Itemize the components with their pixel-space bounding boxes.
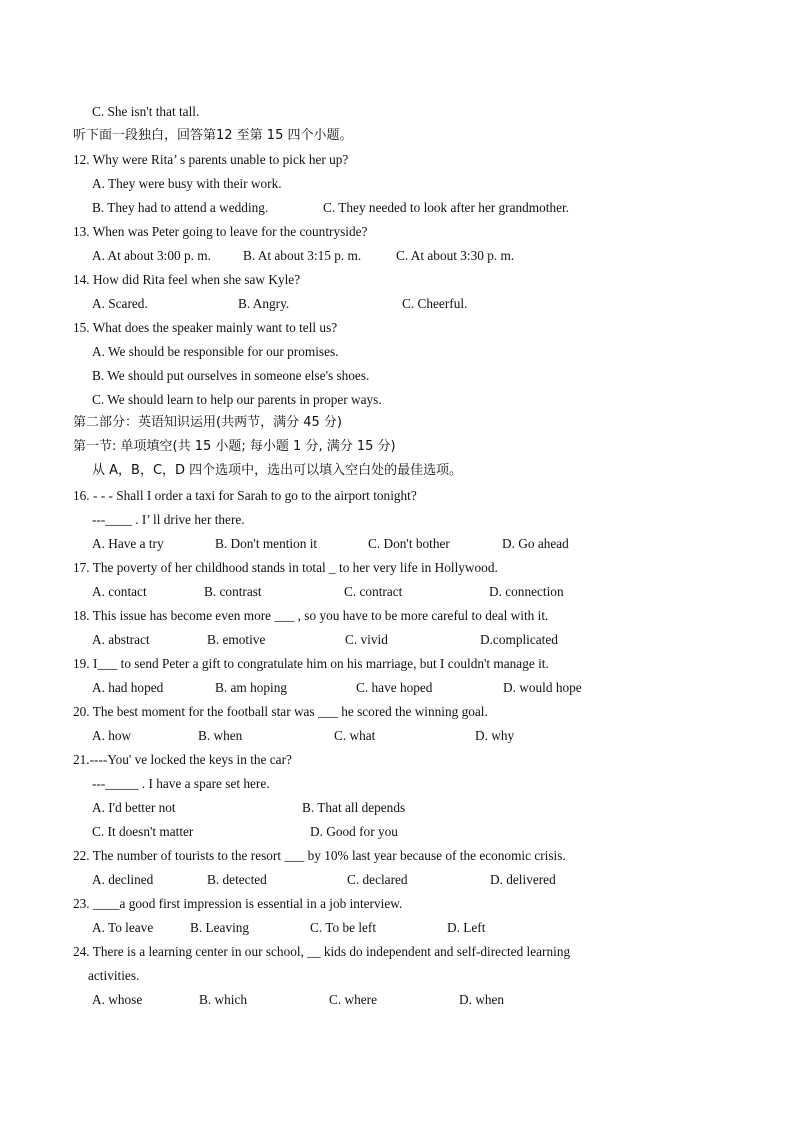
option-13a: A. At about 3:00 p. m. (92, 248, 211, 263)
section-instruction: 听下面一段独白，回答第12 至第 15 四个小题。 (73, 128, 353, 143)
part-two-heading: 第二部分：英语知识运用(共两节，满分 45 分) (73, 415, 342, 430)
question-17: 17. The poverty of her childhood stands in total _ to her very life in Hollywood. (73, 560, 498, 575)
option-22d: D. delivered (490, 872, 556, 887)
option-23a: A. To leave (92, 920, 154, 935)
option-17c: C. contract (344, 584, 403, 599)
question-12: 12. Why were Rita’ s parents unable to pick her up? (73, 152, 349, 167)
option-19c: C. have hoped (356, 680, 433, 695)
option-16b: B. Don't mention it (215, 536, 318, 551)
question-24-continued: activities. (88, 968, 140, 983)
section-one-instruction: 从 A，B，C，D 四个选项中，选出可以填入空白处的最佳选项。 (92, 463, 463, 478)
option-15b: B. We should put ourselves in someone else's shoes. (92, 368, 370, 383)
question-24: 24. There is a learning center in our school, __ kids do independent and self-directed learning (73, 944, 571, 959)
option-23c: C. To be left (310, 920, 377, 935)
option-18c: C. vivid (345, 632, 388, 647)
option-16c: C. Don't bother (368, 536, 450, 551)
question-16: 16. - - - Shall I order a taxi for Sarah to go to the airport tonight? (73, 488, 417, 503)
option-14c: C. Cheerful. (402, 296, 468, 311)
option-20a: A. how (92, 728, 132, 743)
option-19a: A. had hoped (92, 680, 164, 695)
option-21c: C. It doesn't matter (92, 824, 194, 839)
option-20b: B. when (198, 728, 243, 743)
option-16d: D. Go ahead (502, 536, 569, 551)
option-20d: D. why (475, 728, 515, 743)
question-21-reply: ---_____ . I have a spare set here. (92, 776, 270, 791)
option-18d: D.complicated (480, 632, 558, 647)
option-21a: A. I'd better not (92, 800, 176, 815)
option-21b: B. That all depends (302, 800, 406, 815)
option-20c: C. what (334, 728, 376, 743)
option-15c: C. We should learn to help our parents in proper ways. (92, 392, 382, 407)
option-13b: B. At about 3:15 p. m. (243, 248, 362, 263)
question-14: 14. How did Rita feel when she saw Kyle? (73, 272, 301, 287)
question-13: 13. When was Peter going to leave for the countryside? (73, 224, 368, 239)
option-14b: B. Angry. (238, 296, 290, 311)
option-17b: B. contrast (204, 584, 262, 599)
question-16-reply: ---____ . I’ ll drive her there. (92, 512, 245, 527)
option-24a: A. whose (92, 992, 143, 1007)
option-19b: B. am hoping (215, 680, 288, 695)
option-19d: D. would hope (503, 680, 582, 695)
option-12c: C. They needed to look after her grandmother. (323, 200, 570, 215)
option-16a: A. Have a try (92, 536, 164, 551)
option-22a: A. declined (92, 872, 154, 887)
option-12a: A. They were busy with their work. (92, 176, 282, 191)
option-17a: A. contact (92, 584, 147, 599)
section-one-heading: 第一节: 单项填空(共 15 小题; 每小题 1 分, 满分 15 分) (73, 439, 396, 454)
option-12b: B. They had to attend a wedding. (92, 200, 269, 215)
question-22: 22. The number of tourists to the resort ___ by 10% last year because of the economic crisis. (73, 848, 566, 863)
option-11c: C. She isn't that tall. (92, 104, 200, 119)
option-14a: A. Scared. (92, 296, 148, 311)
option-13c: C. At about 3:30 p. m. (396, 248, 515, 263)
question-15: 15. What does the speaker mainly want to tell us? (73, 320, 338, 335)
question-20: 20. The best moment for the football star was ___ he scored the winning goal. (73, 704, 488, 719)
question-21: 21.----You' ve locked the keys in the car? (73, 752, 292, 767)
question-23: 23. ____a good first impression is essential in a job interview. (73, 896, 403, 911)
option-22c: C. declared (347, 872, 408, 887)
question-19: 19. I___ to send Peter a gift to congratulate him on his marriage, but I couldn't manage it. (73, 656, 549, 671)
option-15a: A. We should be responsible for our promises. (92, 344, 339, 359)
option-18a: A. abstract (92, 632, 150, 647)
option-21d: D. Good for you (310, 824, 398, 839)
option-23d: D. Left (447, 920, 486, 935)
option-18b: B. emotive (207, 632, 266, 647)
option-23b: B. Leaving (190, 920, 250, 935)
question-18: 18. This issue has become even more ___ , so you have to be more careful to deal with it. (73, 608, 549, 623)
option-24c: C. where (329, 992, 377, 1007)
option-24d: D. when (459, 992, 505, 1007)
option-17d: D. connection (489, 584, 564, 599)
option-24b: B. which (199, 992, 248, 1007)
option-22b: B. detected (207, 872, 267, 887)
